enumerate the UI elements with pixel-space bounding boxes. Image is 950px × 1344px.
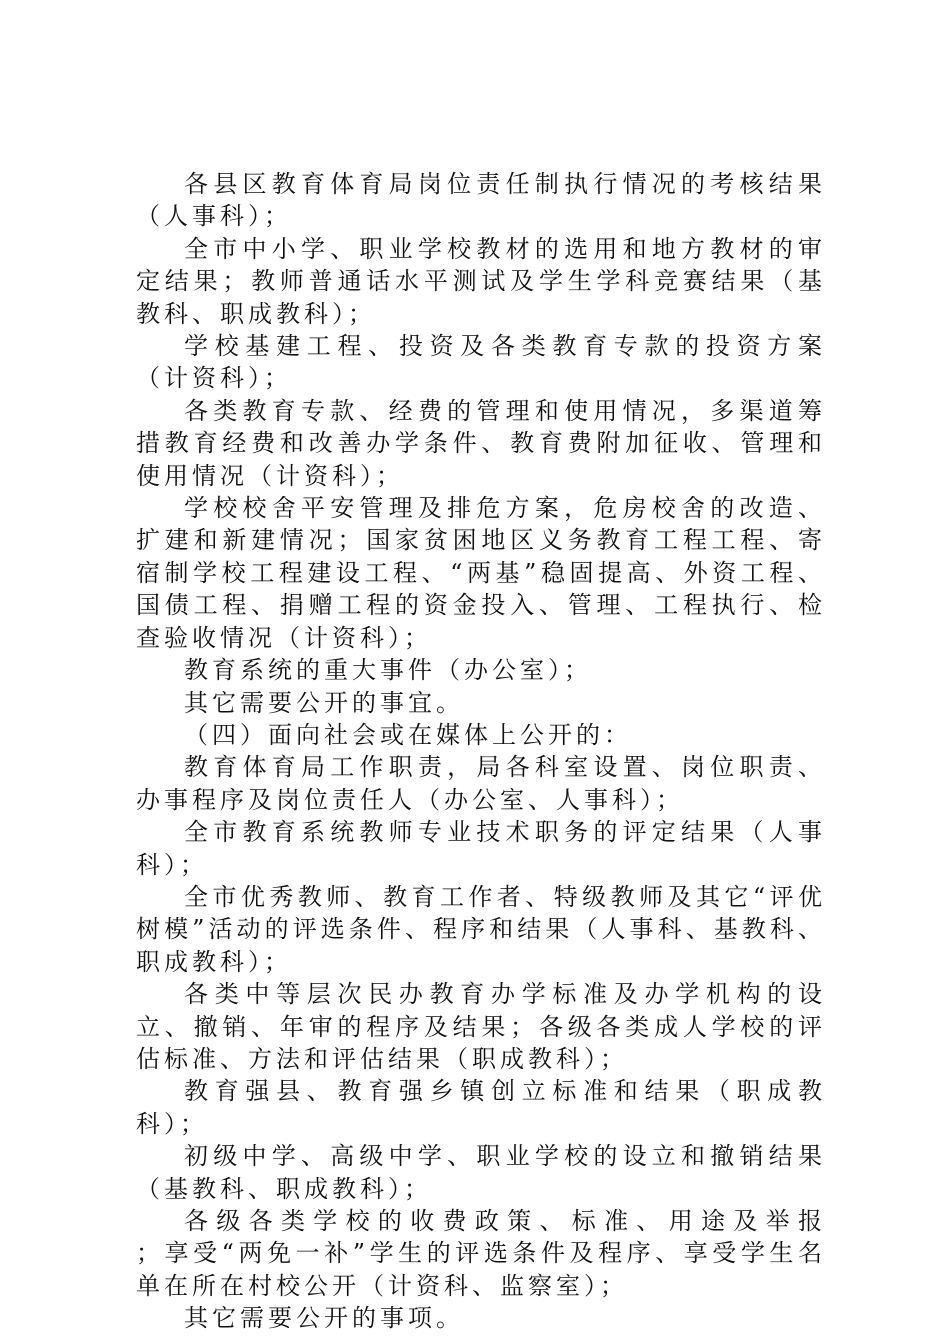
paragraph-strong-county: 教育强县、教育强乡镇创立标准和结果（职成教科）； — [136, 1077, 826, 1138]
paragraph-appraisal-results: 各县区教育体育局岗位责任制执行情况的考核结果（人事科）； — [136, 170, 826, 231]
paragraph-textbook-selection: 全市中小学、职业学校教材的选用和地方教材的审定结果；教师普通话水平测试及学生学科竞赛结果（基教科、职成教科）； — [136, 234, 826, 328]
paragraph-other-matters: 其它需要公开的事宜。 — [184, 688, 464, 717]
paragraph-fee-policy: 各级各类学校的收费政策、标准、用途及举报 ；享受“两免一补”学生的评选条件及程序、享受学生名单在所在村校公开（计资科、监察室）； — [136, 1207, 882, 1300]
paragraph-major-events: 教育系统的重大事件（办公室）； — [184, 656, 592, 685]
paragraph-school-safety: 学校校舍平安管理及排危方案，危房校舍的改造、扩建和新建情况；国家贫困地区义务教育工程工程、寄宿制学校工程建设工程、“两基”稳固提高、外资工程、国债工程、捐赠工程的资金投入、管理、工程执行、检查验收情况（计资科）； — [136, 494, 826, 652]
paragraph-private-schools: 各类中等层次民办教育办学标准及办学机构的设立、撤销、年审的程序及结果；各级各类成人学校的评估标准、方法和评估结果（职成教科）； — [136, 980, 826, 1073]
paragraph-excellence-awards: 全市优秀教师、教育工作者、特级教师及其它“评优树模”活动的评选条件、程序和结果（人事科、基教科、职成教科）； — [136, 882, 826, 976]
paragraph-bureau-duties: 教育体育局工作职责，局各科室设置、岗位职责、办事程序及岗位责任人（办公室、人事科）； — [136, 753, 826, 814]
paragraph-fund-management: 各类教育专款、经费的管理和使用情况，多渠道筹措教育经费和改善办学条件、教育费附加征收、管理和使用情况（计资科）； — [136, 396, 826, 490]
paragraph-school-establishment: 初级中学、高级中学、职业学校的设立和撤销结果（基教科、职成教科）； — [136, 1142, 826, 1203]
document-body — [136, 168, 882, 1335]
section-heading-public: （四）面向社会或在媒体上公开的： — [184, 720, 632, 749]
paragraph-construction-investment: 学校基建工程、投资及各类教育专款的投资方案（计资科）； — [136, 332, 826, 393]
paragraph-teacher-titles: 全市教育系统教师专业技术职务的评定结果（人事科）； — [136, 818, 826, 879]
paragraph-other-items: 其它需要公开的事项。 — [184, 1304, 464, 1333]
